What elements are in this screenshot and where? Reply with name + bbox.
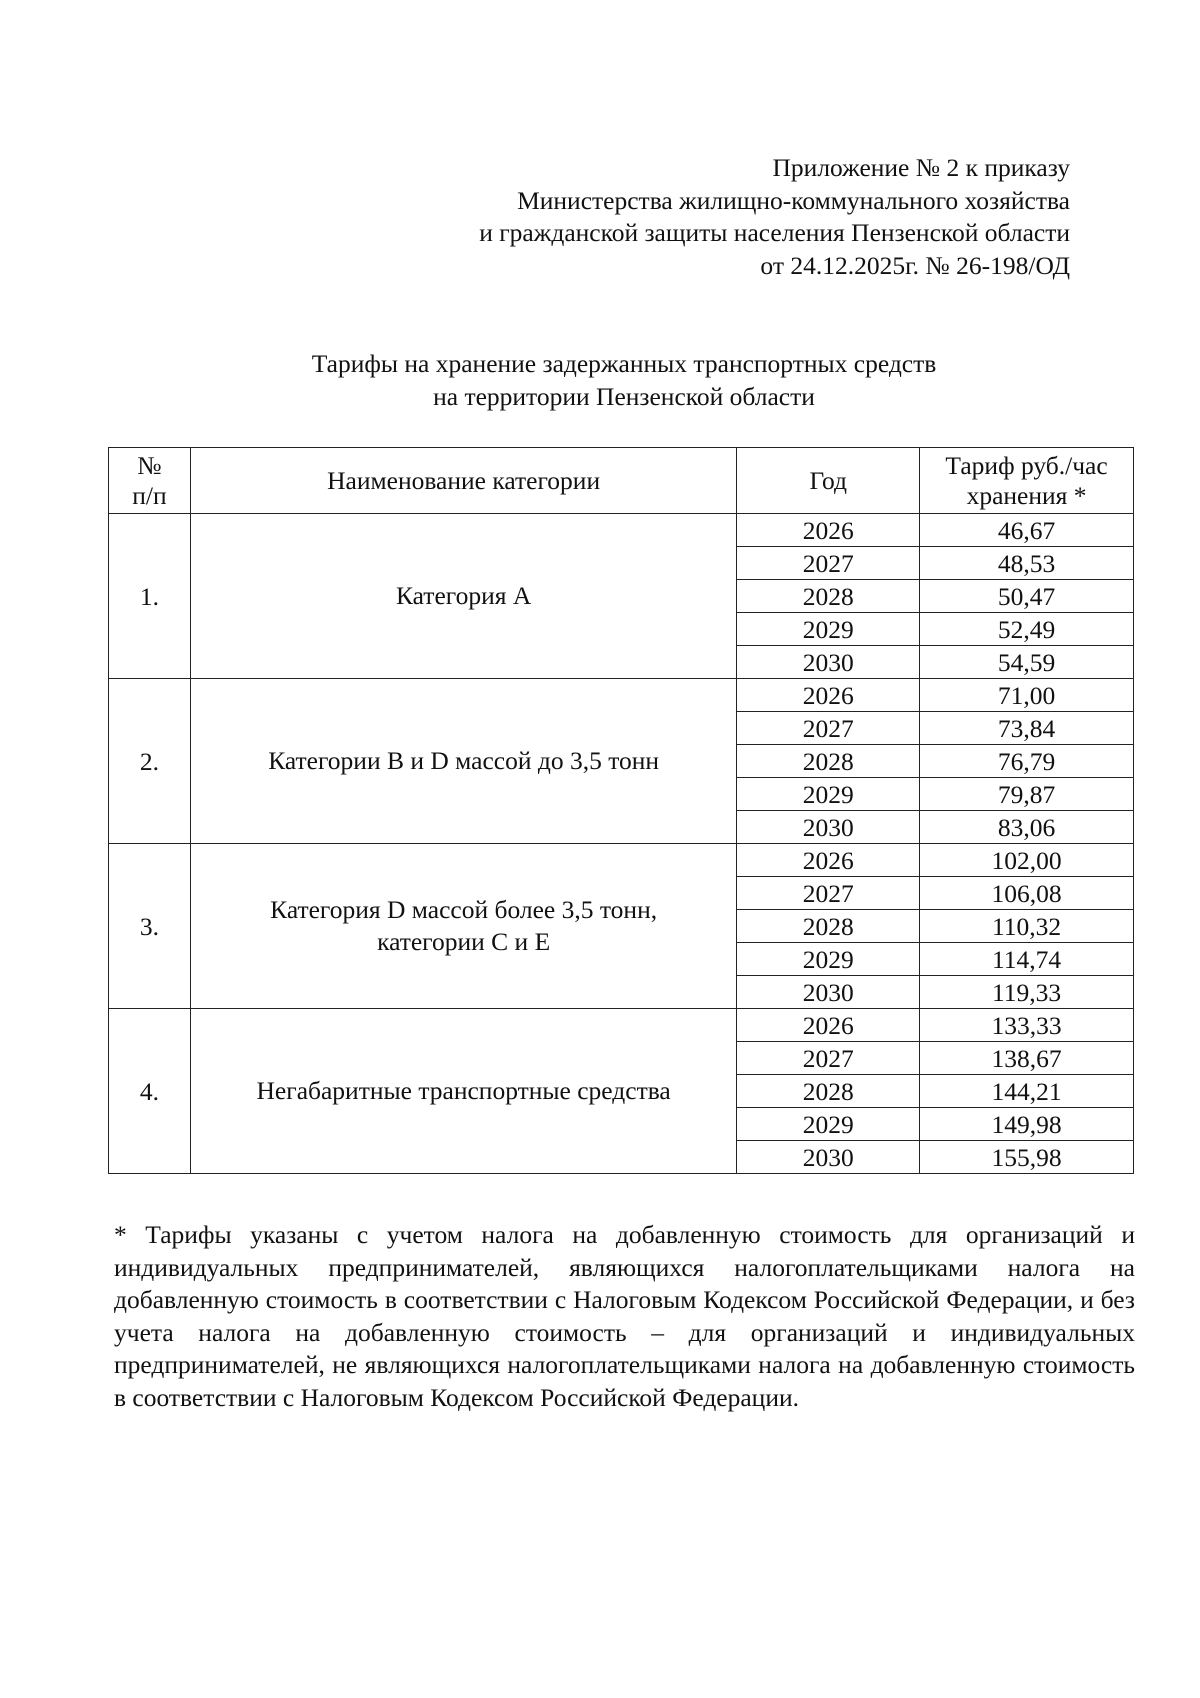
rate-cell: 106,08: [920, 877, 1134, 910]
rate-cell: 155,98: [920, 1141, 1134, 1174]
category-name: [190, 844, 736, 1009]
year-cell: 2029: [737, 1108, 920, 1141]
rate-cell: 119,33: [920, 976, 1134, 1009]
header-rate-line: хранения *: [966, 480, 1087, 510]
year-cell: 2027: [737, 877, 920, 910]
year-cell: 2027: [737, 547, 920, 580]
appendix-line: Приложение № 2 к приказу: [772, 153, 1070, 182]
row-number: 2.: [109, 679, 191, 844]
appendix-header: [479, 152, 1070, 282]
table-row: [109, 1009, 1134, 1042]
header-rate-line: Тариф руб./час: [945, 450, 1108, 480]
title-line: Тарифы на хранение задержанных транспортных средств: [311, 349, 937, 378]
document-title: [0, 348, 1200, 413]
year-cell: 2029: [737, 778, 920, 811]
category-name: [190, 514, 736, 679]
year-cell: 2030: [737, 646, 920, 679]
title-line: на территории Пензенской области: [433, 381, 815, 411]
header-category-name: Наименование категории: [190, 448, 736, 514]
year-cell: 2026: [737, 679, 920, 712]
appendix-line: и гражданской защиты населения Пензенской области: [479, 218, 1070, 247]
rate-cell: 54,59: [920, 646, 1134, 679]
category-name-line: Категории В и D массой до 3,5 тонн: [268, 746, 660, 775]
category-name-line: Категория А: [395, 581, 532, 610]
rate-cell: 133,33: [920, 1009, 1134, 1042]
row-number: 1.: [109, 514, 191, 679]
rate-cell: 83,06: [920, 811, 1134, 844]
year-cell: 2028: [737, 745, 920, 778]
header-year: Год: [737, 448, 920, 514]
header-num-line: п/п: [132, 480, 167, 510]
header-rate: [920, 448, 1134, 514]
rate-cell: 138,67: [920, 1042, 1134, 1075]
year-cell: 2029: [737, 943, 920, 976]
rate-cell: 71,00: [920, 679, 1134, 712]
header-num: [109, 448, 191, 514]
rate-cell: 73,84: [920, 712, 1134, 745]
year-cell: 2030: [737, 811, 920, 844]
rate-cell: 79,87: [920, 778, 1134, 811]
appendix-line: от 24.12.2025г. № 26-198/ОД: [760, 250, 1070, 280]
year-cell: 2027: [737, 712, 920, 745]
category-name-line: категории С и Е: [377, 927, 551, 956]
appendix-line: Министерства жилищно-коммунального хозяйства: [517, 185, 1070, 215]
category-name-line: Категория D массой более 3,5 тонн,: [270, 895, 658, 924]
category-name: [190, 679, 736, 844]
rate-cell: 144,21: [920, 1075, 1134, 1108]
year-cell: 2030: [737, 1141, 920, 1174]
year-cell: 2030: [737, 976, 920, 1009]
rate-cell: 102,00: [920, 844, 1134, 877]
table-row: [109, 679, 1134, 712]
header-num-line: №: [137, 450, 162, 480]
table-row: [109, 844, 1134, 877]
category-name: [190, 1009, 736, 1174]
rate-cell: 114,74: [920, 943, 1134, 976]
footnote: * Тарифы указаны с учетом налога на добавленную стоимость для организаций и индивидуальных предпринимателей, являющихся налогоплательщиками налога на добавленную стоимость в соответствии с Налоговым Кодексом Российской Федерации, и без учета налога на добавленную стоимость – для организаций и индивидуальных предпринимателей, не являющихся налогоплательщиками налога на добавленную стоимость в соответствии с Налоговым Кодексом Российской Федерации.: [114, 1220, 1135, 1412]
table-header: [109, 448, 1134, 514]
year-cell: 2028: [737, 580, 920, 613]
year-cell: 2028: [737, 1075, 920, 1108]
rate-cell: 48,53: [920, 547, 1134, 580]
rate-cell: 110,32: [920, 910, 1134, 943]
year-cell: 2026: [737, 844, 920, 877]
rate-cell: 46,67: [920, 514, 1134, 547]
table-row: [109, 514, 1134, 547]
rate-cell: 76,79: [920, 745, 1134, 778]
year-cell: 2028: [737, 910, 920, 943]
category-name-line: Негабаритные транспортные средства: [256, 1076, 671, 1105]
year-cell: 2026: [737, 514, 920, 547]
rate-cell: 50,47: [920, 580, 1134, 613]
table-body: [109, 514, 1134, 1174]
rate-cell: 149,98: [920, 1108, 1134, 1141]
year-cell: 2027: [737, 1042, 920, 1075]
rate-cell: 52,49: [920, 613, 1134, 646]
tariff-table: [108, 447, 1134, 1174]
row-number: 4.: [109, 1009, 191, 1174]
year-cell: 2026: [737, 1009, 920, 1042]
year-cell: 2029: [737, 613, 920, 646]
row-number: 3.: [109, 844, 191, 1009]
